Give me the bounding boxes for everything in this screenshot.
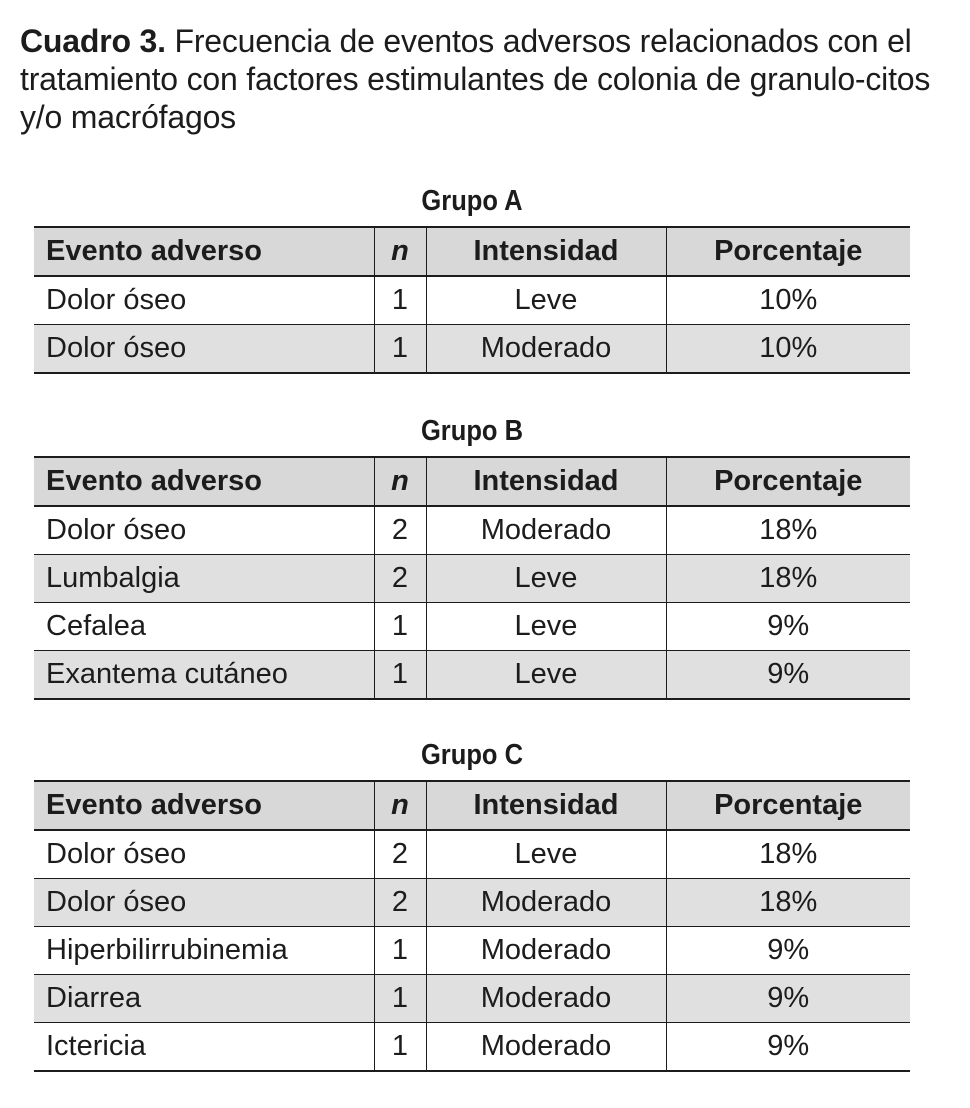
cell-n: 2	[374, 555, 426, 603]
group-c	[34, 738, 910, 1072]
table-row	[34, 506, 910, 555]
cell-evento: Cefalea	[34, 603, 374, 651]
cell-porcentaje: 9%	[666, 975, 910, 1023]
header-n: n	[374, 227, 426, 276]
table-row	[34, 555, 910, 603]
cell-intensidad: Moderado	[426, 879, 666, 927]
group-title: Grupo C	[420, 739, 524, 771]
table-header-row	[34, 227, 910, 276]
table-row	[34, 1023, 910, 1072]
cell-intensidad: Moderado	[426, 927, 666, 975]
cell-porcentaje: 9%	[666, 651, 910, 700]
header-n: n	[374, 457, 426, 506]
cell-evento: Ictericia	[34, 1023, 374, 1072]
caption-text: Frecuencia de eventos adversos relacionados con el tratamiento con factores estimulantes de colonia de granulo-citos y/o macrófagos	[20, 23, 931, 135]
header-porcentaje: Porcentaje	[666, 781, 910, 830]
table-header-row	[34, 781, 910, 830]
header-intensidad: Intensidad	[426, 781, 666, 830]
cell-porcentaje: 18%	[666, 830, 910, 879]
cell-n: 2	[374, 506, 426, 555]
cell-evento: Exantema cutáneo	[34, 651, 374, 700]
header-n: n	[374, 781, 426, 830]
cell-n: 1	[374, 975, 426, 1023]
group-a	[34, 184, 910, 374]
cell-n: 1	[374, 651, 426, 700]
cell-evento: Hiperbilirrubinemia	[34, 927, 374, 975]
adverse-events-table-c	[34, 780, 910, 1072]
cell-n: 1	[374, 927, 426, 975]
cell-intensidad: Leve	[426, 830, 666, 879]
cell-porcentaje: 18%	[666, 506, 910, 555]
adverse-events-table-b	[34, 456, 910, 700]
table-row	[34, 651, 910, 700]
cell-intensidad: Moderado	[426, 325, 666, 374]
cell-n: 1	[374, 325, 426, 374]
cell-porcentaje: 10%	[666, 325, 910, 374]
cell-intensidad: Leve	[426, 651, 666, 700]
cell-n: 1	[374, 603, 426, 651]
header-evento: Evento adverso	[34, 781, 374, 830]
cell-evento: Dolor óseo	[34, 506, 374, 555]
table-row	[34, 325, 910, 374]
group-b	[34, 414, 910, 700]
cell-evento: Lumbalgia	[34, 555, 374, 603]
cell-n: 1	[374, 276, 426, 325]
cell-n: 1	[374, 1023, 426, 1072]
table-row	[34, 927, 910, 975]
table-row	[34, 276, 910, 325]
table-row	[34, 603, 910, 651]
header-porcentaje: Porcentaje	[666, 457, 910, 506]
cell-evento: Dolor óseo	[34, 879, 374, 927]
cell-evento: Dolor óseo	[34, 325, 374, 374]
cell-intensidad: Moderado	[426, 506, 666, 555]
header-evento: Evento adverso	[34, 227, 374, 276]
table-row	[34, 830, 910, 879]
header-evento: Evento adverso	[34, 457, 374, 506]
caption-label: Cuadro 3.	[20, 23, 166, 59]
cell-intensidad: Moderado	[426, 975, 666, 1023]
header-intensidad: Intensidad	[426, 227, 666, 276]
cell-evento: Dolor óseo	[34, 276, 374, 325]
cell-intensidad: Leve	[426, 555, 666, 603]
cell-intensidad: Moderado	[426, 1023, 666, 1072]
cell-evento: Dolor óseo	[34, 830, 374, 879]
adverse-events-table-a	[34, 226, 910, 374]
cell-porcentaje: 9%	[666, 1023, 910, 1072]
table-caption	[20, 22, 940, 136]
cell-evento: Diarrea	[34, 975, 374, 1023]
cell-porcentaje: 10%	[666, 276, 910, 325]
cell-n: 2	[374, 879, 426, 927]
table-row	[34, 879, 910, 927]
cell-intensidad: Leve	[426, 276, 666, 325]
cell-n: 2	[374, 830, 426, 879]
table-header-row	[34, 457, 910, 506]
cell-intensidad: Leve	[426, 603, 666, 651]
cell-porcentaje: 18%	[666, 555, 910, 603]
cell-porcentaje: 9%	[666, 603, 910, 651]
group-title: Grupo B	[420, 415, 524, 447]
cell-porcentaje: 18%	[666, 879, 910, 927]
header-intensidad: Intensidad	[426, 457, 666, 506]
cell-porcentaje: 9%	[666, 927, 910, 975]
group-title: Grupo A	[421, 185, 523, 217]
header-porcentaje: Porcentaje	[666, 227, 910, 276]
table-row	[34, 975, 910, 1023]
